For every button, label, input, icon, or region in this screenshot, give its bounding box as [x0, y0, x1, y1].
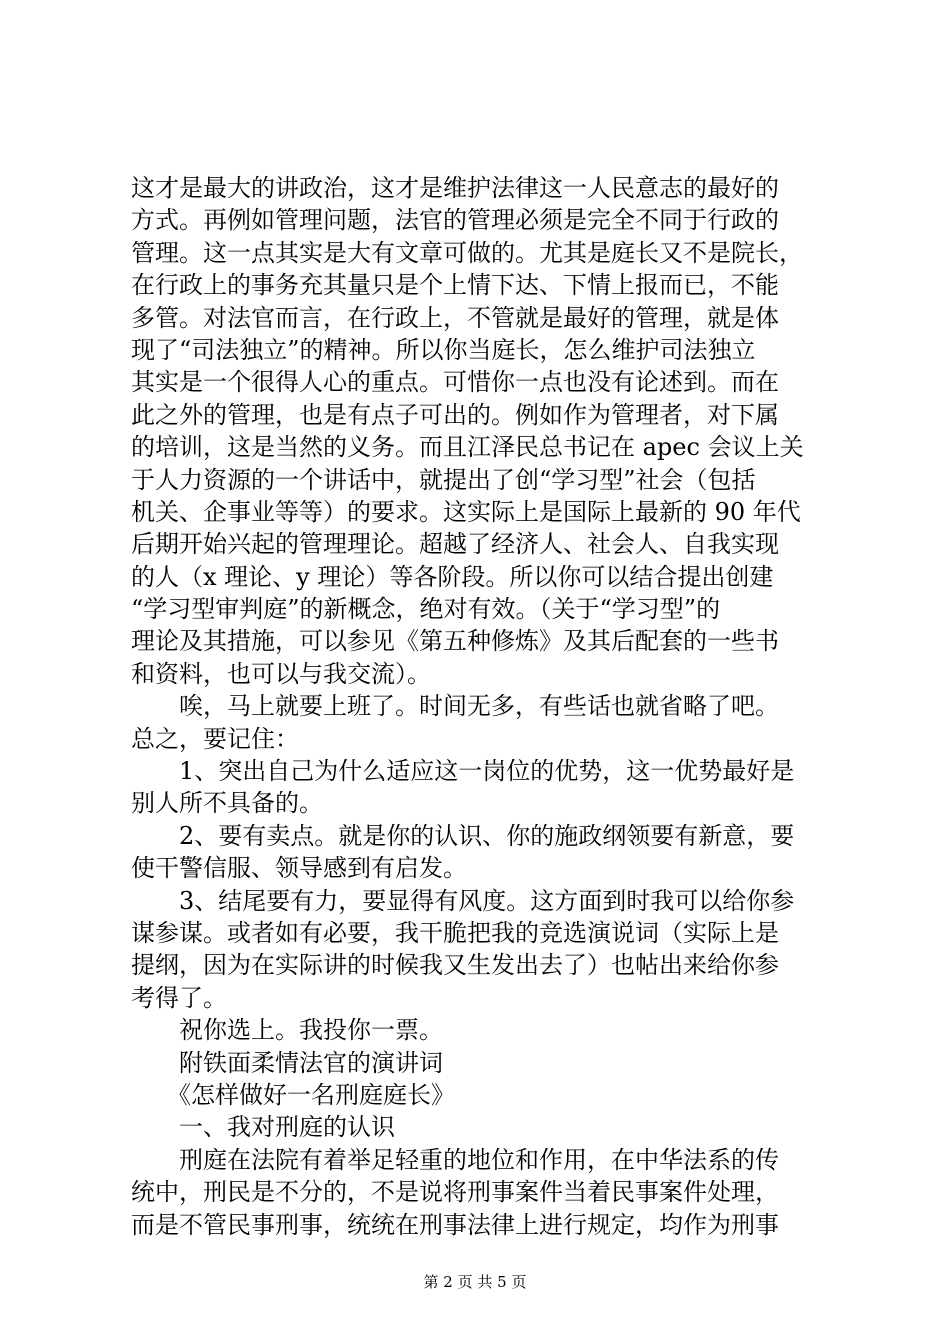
text-line: 这才是最大的讲政治，这才是维护法律这一人民意志的最好的 — [131, 174, 779, 202]
text-line: 一、我对刑庭的认识 — [131, 1113, 395, 1142]
text-line: 其实是一个很得人心的重点。可惜你一点也没有论述到。而在 — [131, 368, 779, 397]
text-line: 总之，要记住： — [131, 724, 299, 753]
text-line: 和资料，也可以与我交流）。 — [131, 659, 431, 688]
text-line: 理论及其措施，可以参见《第五种修炼》及其后配套的一些书 — [131, 627, 779, 656]
text-line: 祝你选上。我投你一票。 — [131, 1016, 443, 1045]
text-line: 此之外的管理，也是有点子可出的。例如作为管理者，对下属 — [131, 400, 779, 429]
text-line: 统中，刑民是不分的，不是说将刑事案件当着民事案件处理， — [131, 1178, 779, 1207]
text-line: 谋参谋。或者如有必要，我干脆把我的竞选演说词（实际上是 — [131, 918, 779, 947]
text-line: 多管。对法官而言，在行政上，不管就是最好的管理，就是体 — [131, 303, 779, 332]
page-footer: 第 2 页 共 5 页 — [423, 1273, 527, 1291]
text-line: 使干警信服、领导感到有启发。 — [131, 854, 467, 883]
text-line: 于人力资源的一个讲话中，就提出了创“学习型”社会（包括 — [131, 465, 756, 494]
text-line: 刑庭在法院有着举足轻重的地位和作用，在中华法系的传 — [131, 1145, 779, 1174]
text-line: 现了“司法独立”的精神。所以你当庭长，怎么维护司法独立 — [131, 335, 756, 364]
text-line: 方式。再例如管理问题，法官的管理必须是完全不同于行政的 — [131, 206, 779, 235]
text-line: 1、突出自己为什么适应这一岗位的优势，这一优势最好是 — [131, 757, 795, 786]
text-line: 3、结尾要有力，要显得有风度。这方面到时我可以给你参 — [131, 886, 795, 915]
text-line: 而是不管民事刑事，统统在刑事法律上进行规定，均作为刑事 — [131, 1210, 779, 1239]
text-line: 附铁面柔情法官的演讲词 — [131, 1048, 443, 1077]
text-line: 别人所不具备的。 — [131, 789, 323, 818]
text-line: 在行政上的事务充其量只是个上情下达、下情上报而已，不能 — [131, 271, 779, 300]
text-line: 管理。这一点其实是大有文章可做的。尤其是庭长又不是院长， — [131, 238, 803, 267]
text-line: 机关、企事业等等）的要求。这实际上是国际上最新的 90 年代 — [131, 497, 801, 526]
text-line: 2、要有卖点。就是你的认识、你的施政纲领要有新意，要 — [131, 821, 795, 850]
text-line: 唉，马上就要上班了。时间无多，有些话也就省略了吧。 — [131, 692, 779, 721]
text-line: 提纲，因为在实际讲的时候我又生发出去了）也帖出来给你参 — [131, 951, 779, 980]
text-line: “学习型审判庭”的新概念，绝对有效。（关于“学习型”的 — [131, 595, 721, 624]
document-body — [131, 172, 831, 1241]
text-line: 后期开始兴起的管理理论。超越了经济人、社会人、自我实现 — [131, 530, 779, 559]
text-line: 的人（x 理论、y 理论）等各阶段。所以你可以结合提出创建 — [131, 562, 774, 591]
text-line: 考得了。 — [131, 983, 227, 1012]
text-line: 《怎样做好一名刑庭庭长》 — [131, 1080, 455, 1109]
text-line: 的培训，这是当然的义务。而且江泽民总书记在 apec 会议上关 — [131, 433, 804, 462]
